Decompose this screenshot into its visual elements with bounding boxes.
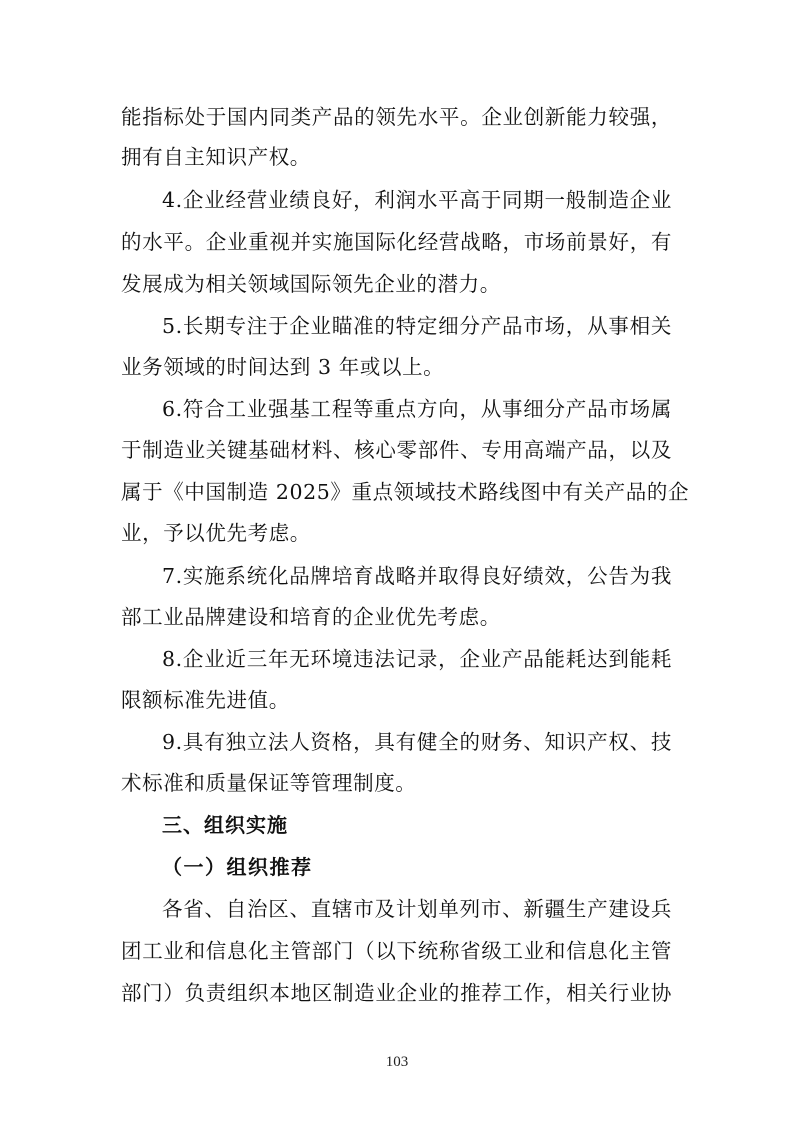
body-line: 各省、自治区、直辖市及计划单列市、新疆生产建设兵: [162, 897, 672, 921]
body-line: 业，予以优先考虑。: [121, 521, 311, 545]
body-line: 部工业品牌建设和培育的企业优先考虑。: [121, 605, 501, 629]
list-item-9-line: 9.具有独立法人资格，具有健全的财务、知识产权、技: [162, 730, 672, 754]
page-number: 103: [385, 1054, 409, 1070]
body-line: 术标准和质量保证等管理制度。: [121, 771, 417, 795]
list-item-7-line: 7.实施系统化品牌培育战略并取得良好绩效，公告为我: [162, 564, 672, 588]
list-item-4-line: 4.企业经营业绩良好，利润水平高于同期一般制造企业: [162, 188, 672, 212]
body-line: 团工业和信息化主管部门（以下统称省级工业和信息化主管: [121, 939, 672, 963]
body-line: 的水平。企业重视并实施国际化经营战略，市场前景好，有: [121, 230, 672, 254]
list-item-5-line: 5.长期专注于企业瞄准的特定细分产品市场，从事相关: [162, 314, 672, 338]
body-line: 能指标处于国内同类产品的领先水平。企业创新能力较强，: [121, 105, 672, 129]
body-line: 属于《中国制造 2025》重点领域技术路线图中有关产品的企: [121, 480, 690, 504]
section-heading: 三、组织实施: [162, 813, 288, 837]
body-line: 业务领域的时间达到 3 年或以上。: [121, 355, 445, 379]
body-line: 拥有自主知识产权。: [121, 145, 311, 169]
list-item-8-line: 8.企业近三年无环境违法记录，企业产品能耗达到能耗: [162, 647, 672, 671]
subsection-heading: （一）组织推荐: [162, 855, 313, 879]
body-line: 于制造业关键基础材料、核心零部件、专用高端产品，以及: [121, 438, 672, 462]
body-line: 发展成为相关领域国际领先企业的潜力。: [121, 272, 501, 296]
body-line: 部门）负责组织本地区制造业企业的推荐工作，相关行业协: [121, 981, 672, 1005]
list-item-6-line: 6.符合工业强基工程等重点方向，从事细分产品市场属: [162, 397, 672, 421]
body-line: 限额标准先进值。: [121, 688, 290, 712]
